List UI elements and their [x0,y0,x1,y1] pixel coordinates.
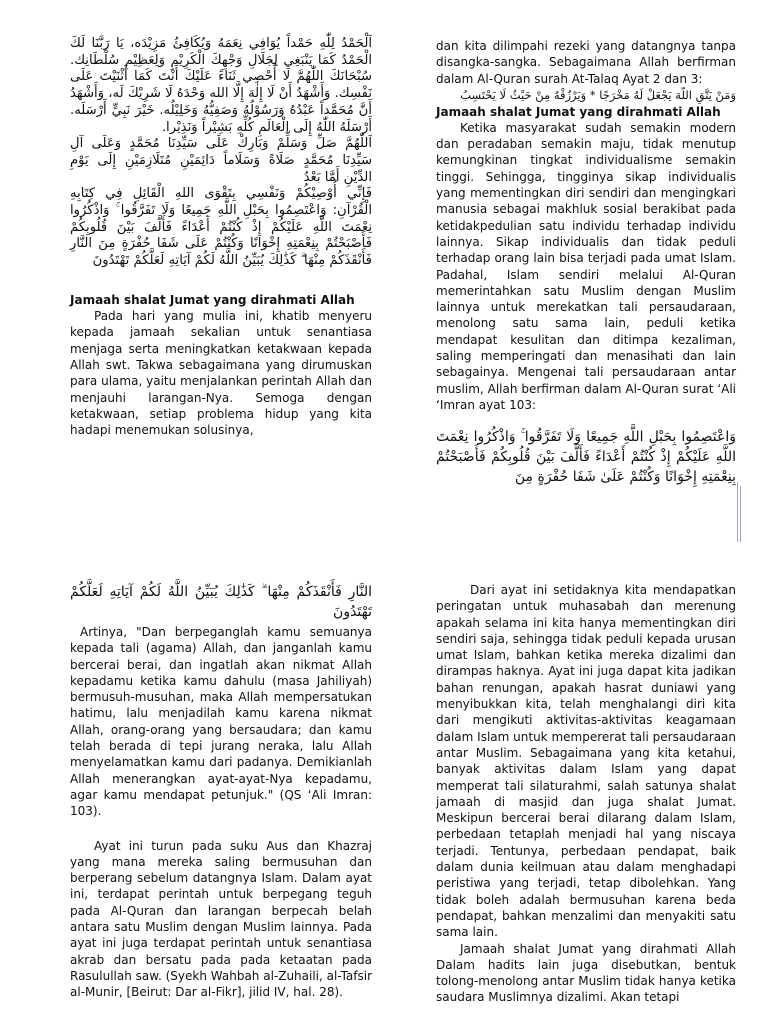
margin-rule [737,482,738,542]
arabic-verse-continuation: النَّارِ فَأَنْقَذَكُمْ مِنْهَا ۗ كَذَٰلِكَ يُبَيِّنُ اللَّهُ لَكُمْ آيَاتِهِ لَعَلَّكُمْ تَهْتَدُونَ [70,584,372,620]
bottom-left-column [70,582,372,1001]
arabic-opening-praise: اَلْحَمْدُ لِلّٰهِ حَمْداً يُوَافِي نِعَمَهُ وَيُكَافِئُ مَزِيْدَه، يَا رَبَّنَا لَكَ الْحَمْدُ كَمَا يَنْبَغِي لِجَلَالِ وَجْهِكَ الْكَرِيْمِ وَلِعَظِيْمِ سُلْطَانِك. سُبْحَانَكَ اللّٰهُمَّ لَا أُحْصِي ثَنَاءً عَلَيْكَ أَنْتَ كَمَا أَثْنَيْتَ عَلَى نَفْسِك. وَأَشْهَدُ أَنْ لَا إِلٰهَ إِلَّا الله وَحْدَهُ لَا شَرِيْكَ لَه، وَأَشْهَدُ أَنَّ مُحَمَّداً عَبْدُهُ وَرَسُوْلُهُ وَصَفِيُّهُ وَخَلِيْلُه. خَيْرَ نَبِيٍّ أَرْسَلَه. أَرْسَلَهُ اللّٰهُ إِلَى الْعَالَمِ كُلِّهِ بَشِيْراً وَنَذِيْرا. [70,36,372,135]
section-heading: Jamaah shalat Jumat yang dirahmati Allah [436,104,721,119]
body-paragraph: Ketika masyarakat sudah semakin modern dan peradaban semakin maju, tidak menutup kemungkinan tingkat individualisme semakin tinggi. Sehingga, tingginya sikap individualis yang mementingkan diri sendiri dan mengingkari manusia sebagai makhluk sosial berakibat pada ketidakpedulian satu individu terhadap individu lainnya. Sikap individualis dan tidak peduli terhadap orang lain bisa terjadi pada umat Islam. Padahal, Islam sendiri melalui Al-Quran memerintahkan satu Muslim dengan Muslim lainnya untuk merekatkan tali persaudaraan, menolong satu sama lain, peduli ketika mendapat kesulitan dan ditimpa kezaliman, saling memperingati dan menasihati dan lain sebagainya. Mengenai tali persaudaraan antar muslim, Allah berfirman dalam Al-Quran surat ‘Ali ‘Imran ayat 103: [436,120,736,412]
section-heading: Jamaah shalat Jumat yang dirahmati Allah [70,292,355,307]
body-paragraph: Jamaah shalat Jumat yang dirahmati Allah Dalam hadits lain juga disebutkan, bentuk tolong-menolong antar Muslim tidak hanya ketika saudara Muslimnya dizalimi. Akan tetapi [436,941,736,1005]
bottom-right-column [436,582,736,1006]
translation-paragraph: Artinya, "Dan berpeganglah kamu semuanya kepada tali (agama) Allah, dan janganlah kamu bercerai berai, dan ingatlah akan nikmat Allah kepadamu ketika kamu dahulu (masa Jahiliyah) bermusuh-musuhan, maka Allah mempersatukan hatimu, lalu menjadilah kamu karena nikmat Allah, orang-orang yang bersaudara; dan kamu telah berada di tepi jurang neraka, lalu Allah menyelamatkan kamu dari padanya. Demikianlah Allah menerangkan ayat-ayat-Nya kepadamu, agar kamu mendapat petunjuk." (QS ‘Ali Imran: 103). [70,625,372,819]
margin-rule [740,486,741,542]
body-paragraph: Dari ayat ini setidaknya kita mendapatkan peringatan untuk muhasabah dan merenung apakah selama ini kita hanya mementingkan diri sendiri saja, sehingga tidak peduli kepada urusan umat Islam, bahkan ketika mereka dizalimi dan dirampas haknya. Ayat ini juga dapat kita jadikan bahan renungan, apakah hasrat duniawi yang menyibukkan kita, telah menghalangi diri kita dari mengikuti aktivitas-aktivitas keagamaan dalam Islam untuk mempererat tali persaudaraan antar Muslim. Sebagaimana yang kita ketahui, banyak aktivitas dalam Islam yang dapat memperat tali silaturahmi, salah satunya shalat jamaah di masjid dan juga shalat Jumat. Meskipun bercerai berai dilarang dalam Islam, perbedaan tetaplah menjadi hal yang niscaya terjadi. Tentunya, perbedaan pendapat, baik dalam dunia keilmuan atau dalam menghadapi peristiwa yang terjadi, tetap dibolehkan. Yang tidak boleh adalah bermusuhan karena beda pendapat, bahkan menzalimi dan menyakiti satu sama lain. [436,583,736,940]
body-paragraph: Pada hari yang mulia ini, khatib menyeru kepada jamaah sekalian untuk senantiasa menjaga serta meningkatkan ketakwaan kepada Allah swt. Takwa sebagaimana yang dirumuskan para ulama, yaitu menjalankan perintah Allah dan menjauhi larangan-Nya. Semoga dengan ketakwaan, setiap problema hidup yang kita hadapi menemukan solusinya, [70,309,372,438]
arabic-ali-imran-verse: وَاعْتَصِمُوا بِحَبْلِ اللَّهِ جَمِيعًا وَلَا تَفَرَّقُوا ۚ وَاذْكُرُوا نِعْمَتَ اللَّهِ عَلَيْكُمْ إِذْ كُنْتُمْ أَعْدَاءً فَأَلَّفَ بَيْنَ قُلُوبِكُمْ فَأَصْبَحْتُمْ بِنِعْمَتِهِ إِخْوَانًا وَكُنْتُمْ عَلَىٰ شَفَا حُفْرَةٍ مِنَ [436,429,736,486]
top-right-column [436,38,736,487]
body-paragraph: dan kita dilimpahi rezeki yang datangnya tanpa disangka-sangka. Sebagaimana Allah berfirman dalam Al-Quran surah At-Talaq Ayat 2 dan 3: [436,39,736,86]
top-left-column [70,36,372,439]
body-paragraph: Ayat ini turun pada suku Aus dan Khazraj yang mana mereka saling bermusuhan dan berperang sebelum datangnya Islam. Dalam ayat ini, terdapat perintah untuk berpegang teguh pada Al-Quran dan larangan berpecah belah antara satu Muslim dengan Muslim lainnya. Pada ayat ini juga terdapat perintah untuk senantiasa akrab dan bersatu pada pada ketaatan pada Rasulullah saw. (Syekh Wahbah al-Zuhaili, al-Tafsir al-Munir, [Beirut: Dar al-Fikr], jilid IV, hal. 28). [70,838,373,1000]
arabic-shalawat: اَللّٰهُمَّ صَلِّ وَسَلِّمْ وَبَارِكْ عَلَى سَيِّدِنَا مُحَمَّدٍ وَعَلَى آلِ سَيِّدِنَا مُحَمَّدٍ صَلَاةً وَسَلَاماً دَائِمَيْنِ مُتَلَازِمَيْنِ إِلَى يَوْمِ الدِّيْنِ أَمَّا بَعْدُ [70,136,372,185]
arabic-wasiat-verse: فَإِنِّي أُوْصِيْكُمْ وَنَفْسِي بِتَقْوَى اللهِ الْقَائِلِ فِي كِتَابِهِ الْقُرْآنِ: وَاعْتَصِمُوا بِحَبْلِ اللَّهِ جَمِيعًا وَلَا تَفَرَّقُوا ۚ وَاذْكُرُوا نِعْمَتَ اللَّهِ عَلَيْكُمْ إِذْ كُنْتُمْ أَعْدَاءً فَأَلَّفَ بَيْنَ قُلُوبِكُمْ فَأَصْبَحْتُمْ بِنِعْمَتِهِ إِخْوَانًا وَكُنْتُمْ عَلَى شَفَا حُفْرَةٍ مِنَ النَّارِ فَأَنْقَذَكُمْ مِنْهَا ۗ كَذَٰلِكَ يُبَيِّنُ اللَّهُ لَكُمْ آيَاتِهِ لَعَلَّكُمْ تَهْتَدُونَ [70,186,372,269]
arabic-at-talaq-verse: وَمَنْ يَتَّقِ اللَّهَ يَجْعَلْ لَهُ مَخْرَجًا * وَيَرْزُقْهُ مِنْ حَيْثُ لَا يَحْتَسِبُ [460,87,736,102]
